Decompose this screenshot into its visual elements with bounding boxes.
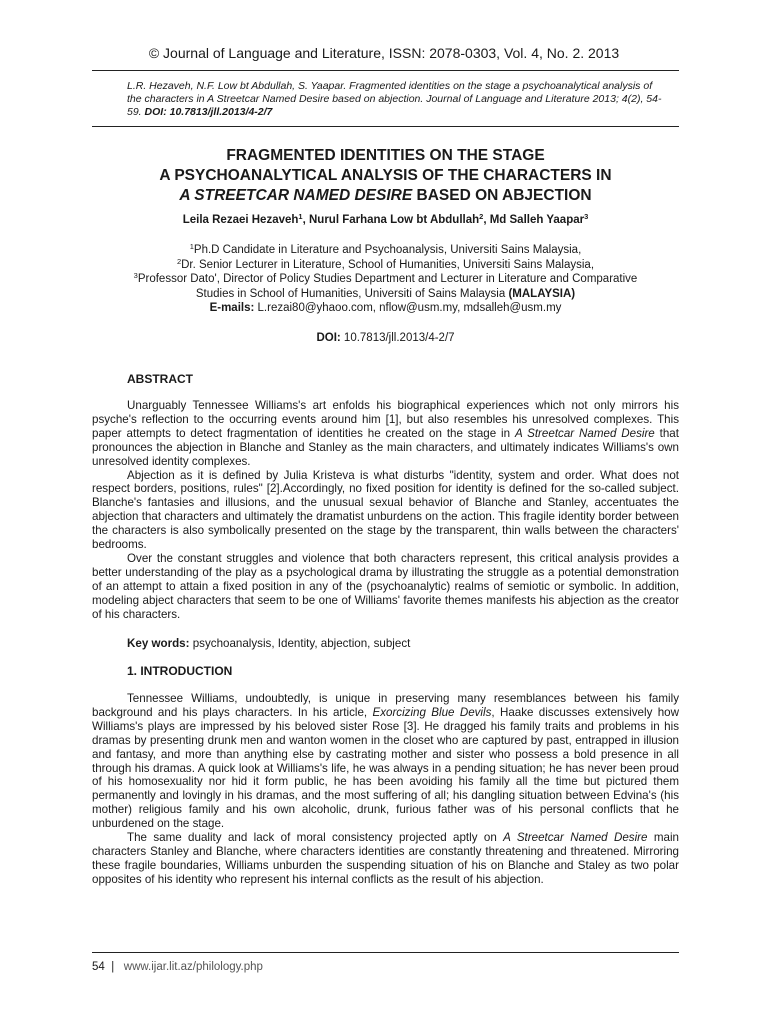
author-sup: 3 bbox=[584, 212, 589, 221]
introduction-paragraph bbox=[92, 831, 679, 887]
footer-rule bbox=[92, 952, 679, 953]
paragraph-text: The same duality and lack of moral consistency projected aptly on bbox=[127, 831, 497, 845]
author-sup: 2 bbox=[479, 212, 484, 221]
emails-line bbox=[92, 301, 679, 316]
citation-doi-label: DOI: bbox=[144, 106, 167, 118]
affiliation-3 bbox=[92, 272, 679, 287]
author-sup: 1 bbox=[298, 212, 303, 221]
author-name: Md Salleh Yaapar bbox=[489, 214, 585, 226]
introduction-heading: 1. INTRODUCTION bbox=[127, 664, 233, 678]
title-line-2: A PSYCHOANALYTICAL ANALYSIS OF THE CHARACTERS IN bbox=[159, 167, 612, 184]
abstract-body bbox=[92, 399, 679, 622]
emails-value[interactable]: L.rezai80@yhaoo.com, nflow@usm.my, mdsalleh@usm.my bbox=[257, 302, 562, 314]
paragraph-text: Unarguably Tennessee Williams's art enfolds his biographical experiences which not only mirrors his psyche's reflection to the occurring events around him [1], but also resembles his unresolved complexes. This paper attempts to detect fragmentation of identities he created on the stage in bbox=[92, 399, 679, 440]
emails-label: E-mails: bbox=[209, 302, 255, 314]
header-rule bbox=[92, 70, 679, 71]
page-number: 54 bbox=[92, 961, 105, 973]
introduction-body bbox=[92, 692, 679, 887]
keywords-label: Key words: bbox=[127, 637, 190, 650]
doi-line bbox=[92, 332, 679, 344]
citation-block bbox=[127, 80, 667, 119]
affiliation-country: (MALAYSIA) bbox=[508, 287, 576, 300]
affiliations bbox=[92, 243, 679, 316]
affiliation-2 bbox=[92, 258, 679, 273]
title-line-3-rest: BASED ON ABJECTION bbox=[416, 187, 592, 204]
title-line-1: FRAGMENTED IDENTITIES ON THE STAGE bbox=[226, 147, 545, 164]
affiliation-3-cont bbox=[92, 287, 679, 302]
paragraph-text: Tennessee Williams, undoubtedly, is unique in preserving many resemblances between his family background and his plays characters. In his article, bbox=[92, 692, 679, 719]
doi-label: DOI: bbox=[316, 332, 341, 344]
affiliation-text: Ph.D Candidate in Literature and Psychoanalysis, Universiti Sains Malaysia, bbox=[193, 244, 582, 256]
doi-link[interactable]: 10.7813/jll.2013/4-2/7 bbox=[343, 332, 455, 344]
author-name: Leila Rezaei Hezaveh bbox=[182, 214, 299, 226]
paragraph-text: main characters Stanley and Blanche, where characters identities are constantly threatening and threatened. Mirroring these fragile boundaries, Williams unburden the suspending situation of his on Blanche and Staley as two polar opposites of his identity who represent his internal conflicts as the result of his abjection. bbox=[92, 831, 679, 886]
citation-text: L.R. Hezaveh, N.F. Low bt Abdullah, S. Yaapar. Fragmented identities on the stage a psychoanalytical analysis of the characters in A Streetcar Named Desire based on abjection. Journal of Language and Literature 2013; 4(2), 54-59. bbox=[127, 80, 662, 118]
journal-header: © Journal of Language and Literature, ISSN: 2078-0303, Vol. 4, No. 2. 2013 bbox=[148, 45, 620, 61]
paper-title bbox=[92, 146, 679, 206]
affiliation-text: Dr. Senior Lecturer in Literature, School of Humanities, Universiti Sains Malaysia, bbox=[181, 258, 595, 271]
affiliation-sup: 3 bbox=[133, 271, 138, 280]
introduction-paragraph bbox=[92, 692, 679, 831]
title-play-name: A STREETCAR NAMED DESIRE bbox=[179, 187, 413, 204]
affiliation-sup: 1 bbox=[189, 242, 194, 251]
author-list: Leila Rezaei Hezaveh$^1$, Nurul Farhana Low bt Abdullah$^2$, Md Salleh Yaapar$^3$ bbox=[182, 212, 589, 226]
abstract-heading: ABSTRACT bbox=[127, 372, 193, 386]
play-title-italic: A Streetcar Named Desire bbox=[503, 831, 648, 845]
abstract-paragraph bbox=[92, 399, 679, 469]
paragraph-text: that pronounces the abjection in Blanche and Stanley as the main characters, and ultimately indicates Williams's own unresolved identity complexes. bbox=[92, 426, 679, 468]
citation-rule bbox=[92, 126, 679, 127]
article-title-italic: Exorcizing Blue Devils bbox=[372, 705, 492, 719]
affiliation-1 bbox=[92, 243, 679, 258]
author-name: Nurul Farhana Low bt Abdullah bbox=[308, 214, 480, 226]
abstract-paragraph: Over the constant struggles and violence that both characters represent, this critical analysis provides a better understanding of the play as a psychological drama by illustrating the struggle as a potential demonstration of an attempt to attain a fixed position in any of the (psychoanalytic) realms of semiotic or symbolic. In addition, modeling abject characters that seem to be one of Williams' favorite themes manifests his abjection as the creator of his characters. bbox=[92, 551, 679, 621]
affiliation-text: Professor Dato', Director of Policy Studies Department and Lecturer in Literature and Comparative bbox=[137, 273, 638, 285]
abstract-paragraph: Abjection as it is defined by Julia Kristeva is what disturbs "identity, system and order. What does not respect borders, positions, rules" [2].Accordingly, no fixed position for identity is defined for the so-called subject. Blanche's fantasies and illusions, and the unusual sexual behavior of Blanche and Stanley, accentuates the abjection that characters and ultimately the dramatist unburdens on the action. This fragile identity border between the characters is also symbolically presented on the stage by the transparent, thin walls between the characters' bedrooms. bbox=[92, 468, 679, 552]
citation-doi-link[interactable]: 10.7813/jll.2013/4-2/7 bbox=[169, 106, 273, 118]
keywords-value: psychoanalysis, Identity, abjection, subject bbox=[192, 637, 411, 650]
footer-separator: | bbox=[111, 961, 115, 973]
keywords-line bbox=[127, 637, 410, 650]
footer-url-link[interactable]: www.ijar.lit.az/philology.php bbox=[123, 961, 263, 973]
paragraph-text: , Haake discusses extensively how Williams's plays are impressed by his beloved sister Rose [3]. He dragged his family traits and problems in his dramas by presenting drunk men and wanton women in the closet who are captured by past, entrapped in illusion and fantasy, and more than anything else by castrating mother and sister who possess a bold presence in all through his dramas. A quick look at Williams's life, he was always in a pending situation; he has never been proud of his homosexuality nor hid it form public, he has been avoiding his family all the time but pictured them permanently and lovingly in his dramas, and the most suffering of all; his dangling situation between Edvina's (his mother) religious family and his own alcoholic, drunk, furious father was of his personal conflicts that he unburdened on the stage. bbox=[92, 705, 679, 831]
page-footer bbox=[92, 961, 263, 973]
affiliation-text: Studies in School of Humanities, Universiti of Sains Malaysia bbox=[195, 287, 506, 300]
title-line-3 bbox=[92, 186, 679, 206]
play-title-italic: A Streetcar Named Desire bbox=[514, 426, 655, 440]
affiliation-sup: 2 bbox=[176, 256, 182, 266]
